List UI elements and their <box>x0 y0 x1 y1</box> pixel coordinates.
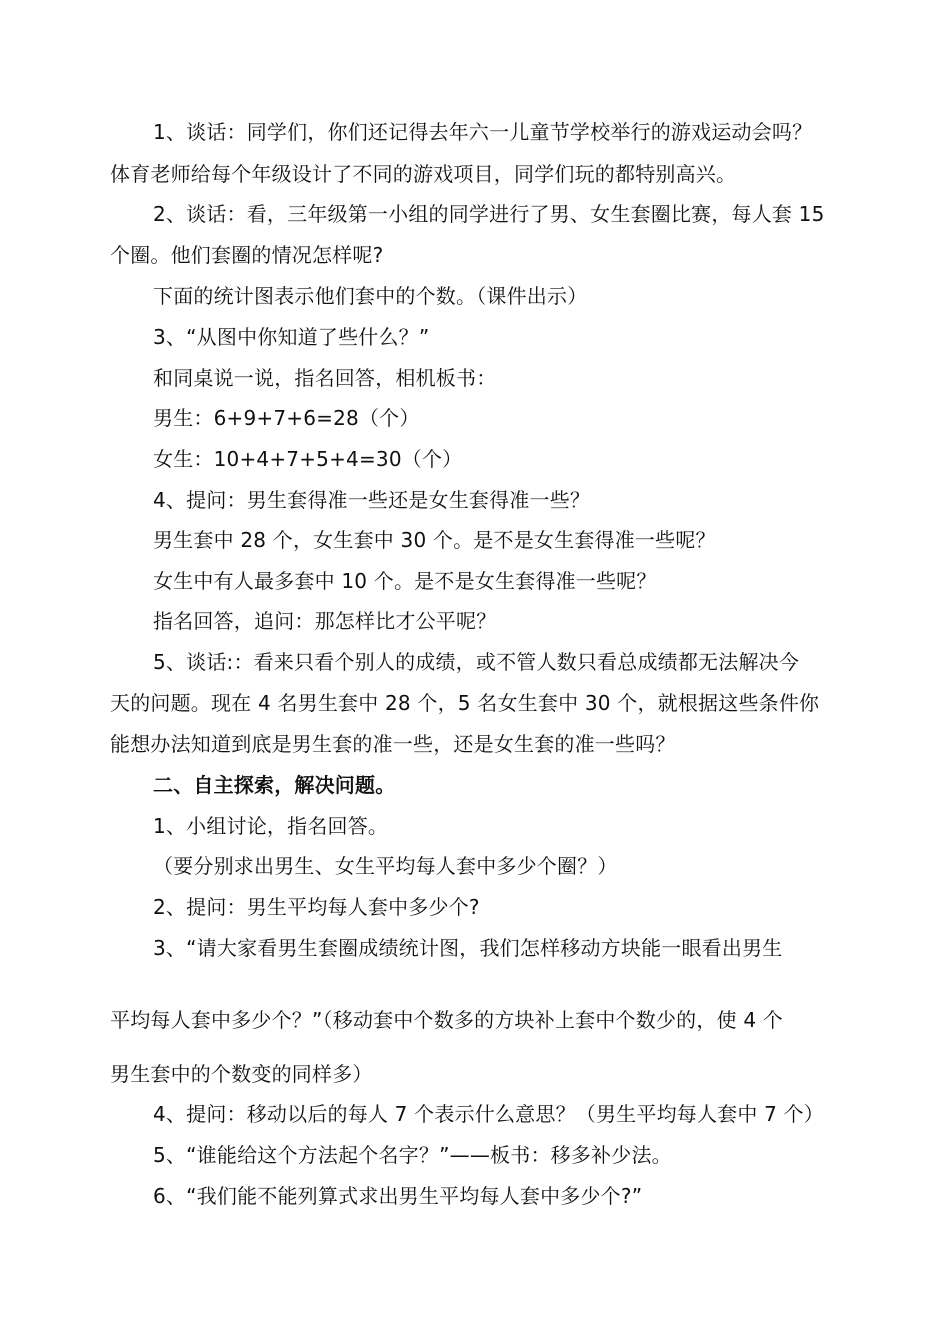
paragraph-line: 男生套中的个数变的同样多） <box>110 1062 373 1086</box>
paragraph-line: 女生中有人最多套中 10 个。是不是女生套得准一些呢？ <box>153 569 657 593</box>
paragraph-line: 体育老师给每个年级设计了不同的游戏项目，同学们玩的都特别高兴。 <box>110 162 737 186</box>
paragraph-line: 能想办法知道到底是男生套的准一些，还是女生套的准一些吗？ <box>110 732 676 756</box>
paragraph-line: 1、谈话：同学们，你们还记得去年六一儿童节学校举行的游戏运动会吗？ <box>153 120 813 144</box>
equation-line: 男生：6+9+7+6=28（个） <box>153 406 420 430</box>
paragraph-line: 5、“谁能给这个方法起个名字？”——板书：移多补少法。 <box>153 1143 672 1167</box>
equation-line: 女生：10+4+7+5+4=30（个） <box>153 447 463 471</box>
paragraph-line: 指名回答，追问：那怎样比才公平呢？ <box>153 609 497 633</box>
paragraph-line: 个圈。他们套圈的情况怎样呢? <box>110 243 384 267</box>
paragraph-line: 2、谈话：看，三年级第一小组的同学进行了男、女生套圈比赛，每人套 15 <box>153 202 825 226</box>
paragraph-line: （要分别求出男生、女生平均每人套中多少个圈？） <box>153 854 618 878</box>
paragraph-line: 3、“从图中你知道了些什么？” <box>153 325 430 349</box>
paragraph-line: 4、提问：移动以后的每人 7 个表示什么意思？（男生平均每人套中 7 个） <box>153 1102 825 1126</box>
paragraph-line: 2、提问：男生平均每人套中多少个? <box>153 895 480 919</box>
paragraph-line: 天的问题。现在 4 名男生套中 28 个，5 名女生套中 30 个，就根据这些条件你 <box>110 691 820 715</box>
paragraph-line: 和同桌说一说，指名回答，相机板书： <box>153 366 497 390</box>
paragraph-line: 3、“请大家看男生套圈成绩统计图，我们怎样移动方块能一眼看出男生 <box>153 936 783 960</box>
section-heading: 二、自主探索，解决问题。 <box>153 773 396 797</box>
paragraph-line: 平均每人套中多少个？”（移动套中个数多的方块补上套中个数少的，使 4 个 <box>110 1008 784 1032</box>
paragraph-line: 男生套中 28 个，女生套中 30 个。是不是女生套得准一些呢？ <box>153 528 716 552</box>
paragraph-line: 6、“我们能不能列算式求出男生平均每人套中多少个?” <box>153 1184 643 1208</box>
paragraph-line: 5、谈话:：看来只看个别人的成绩，或不管人数只看总成绩都无法解决今 <box>153 650 800 674</box>
paragraph-line: 4、提问：男生套得准一些还是女生套得准一些？ <box>153 488 591 512</box>
paragraph-line: 1、小组讨论，指名回答。 <box>153 814 389 838</box>
paragraph-line: 下面的统计图表示他们套中的个数。（课件出示） <box>153 284 588 308</box>
